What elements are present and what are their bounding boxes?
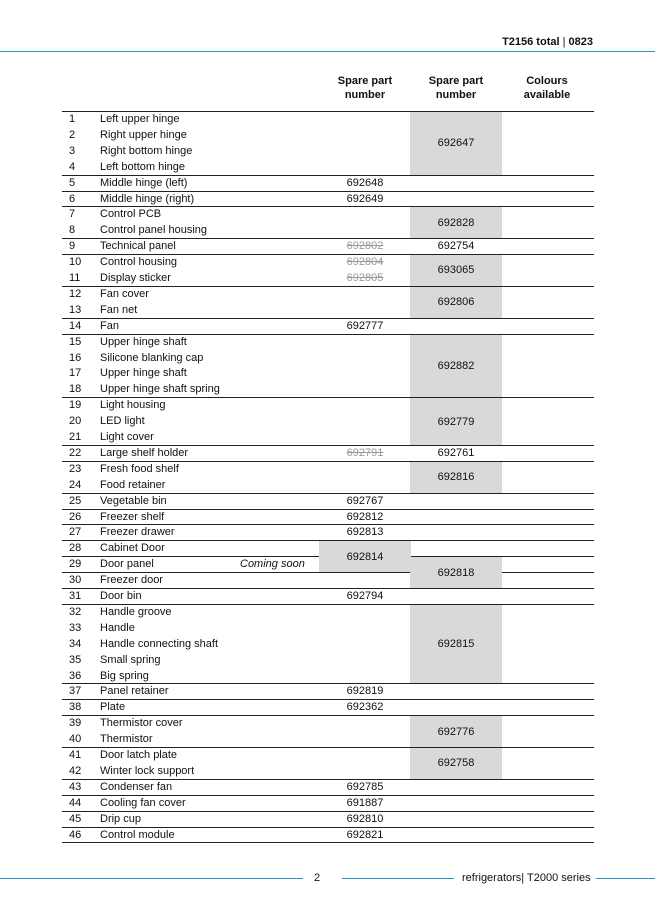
part-description: Control panel housing: [100, 224, 208, 237]
part-description: Fresh food shelf: [100, 462, 179, 475]
row-separator: [62, 461, 594, 462]
part-description: Fan cover: [100, 287, 149, 300]
row-number: 10: [69, 256, 82, 269]
row-number: 26: [69, 510, 82, 523]
part-description: Plate: [100, 701, 126, 714]
part-description: Freezer shelf: [100, 510, 165, 523]
part-description: Right upper hinge: [100, 128, 187, 141]
footer-rule-right: [596, 878, 655, 879]
row-number: 17: [69, 367, 82, 380]
spare-part-number-alt: 692776: [410, 716, 502, 747]
spare-part-number: 692810: [346, 812, 384, 825]
spare-part-number: 692813: [346, 526, 384, 539]
spare-part-number: 692821: [346, 828, 384, 841]
page-number: 2: [314, 872, 321, 884]
row-number: 45: [69, 812, 82, 825]
part-description: Handle groove: [100, 605, 172, 618]
header-spare-part-number: Spare part number: [337, 75, 393, 101]
row-number: 44: [69, 796, 82, 809]
spare-part-number-alt: 692758: [410, 748, 502, 779]
part-description: Drip cup: [100, 812, 141, 825]
row-number: 21: [69, 431, 82, 443]
spare-part-number: 692812: [346, 510, 384, 523]
spare-part-number-alt: 692647: [410, 112, 502, 175]
part-description: Cabinet Door: [100, 542, 165, 555]
part-description: Door panel: [100, 558, 154, 571]
footer-rule-left: [0, 878, 303, 879]
row-number: 16: [69, 351, 82, 364]
part-description: Control housing: [100, 256, 178, 269]
part-description: Light housing: [100, 399, 166, 412]
row-number: 39: [69, 717, 82, 730]
row-number: 14: [69, 319, 82, 332]
part-description: Winter lock support: [100, 764, 195, 777]
part-description: Middle hinge (left): [100, 176, 188, 189]
part-description: Light cover: [100, 431, 154, 443]
row-number: 2: [69, 128, 76, 141]
part-description: Left bottom hinge: [100, 160, 186, 173]
part-description: Cooling fan cover: [100, 796, 186, 809]
part-description: Control module: [100, 828, 175, 841]
row-number: 13: [69, 303, 82, 316]
row-number: 18: [69, 383, 82, 396]
row-number: 41: [69, 749, 82, 761]
row-number: 27: [69, 526, 82, 539]
spare-part-number-alt: 692818: [410, 557, 502, 588]
spare-part-number: 692814: [319, 541, 411, 572]
row-number: 24: [69, 478, 82, 491]
row-separator: [62, 572, 594, 573]
row-number: 40: [69, 733, 82, 746]
row-number: 12: [69, 287, 82, 300]
spare-part-number-alt: 692816: [410, 462, 502, 493]
part-description: Middle hinge (right): [100, 192, 195, 205]
row-number: 36: [69, 669, 82, 682]
spare-part-number: 692805: [346, 272, 384, 284]
footer-rule-middle: [342, 878, 454, 879]
spare-part-number-alt: 692779: [410, 398, 502, 445]
row-number: 9: [69, 240, 76, 253]
part-description: Handle: [100, 621, 135, 634]
row-number: 8: [69, 224, 76, 237]
row-number: 25: [69, 494, 82, 507]
row-number: 28: [69, 542, 82, 555]
row-number: 3: [69, 144, 76, 157]
part-description: Upper hinge shaft: [100, 367, 187, 380]
row-separator: [62, 715, 594, 716]
part-description: Thermistor cover: [100, 717, 183, 730]
row-number: 22: [69, 446, 82, 459]
spare-part-number: 692362: [346, 701, 384, 714]
row-separator: [62, 286, 594, 287]
part-description: Door bin: [100, 590, 142, 602]
row-number: 46: [69, 828, 82, 841]
row-separator: [62, 604, 594, 605]
row-number: 29: [69, 558, 82, 571]
spare-part-number-alt: 693065: [410, 255, 502, 286]
part-description: Display sticker: [100, 272, 171, 284]
part-description: Vegetable bin: [100, 494, 167, 507]
row-number: 38: [69, 701, 82, 714]
row-number: 35: [69, 653, 82, 666]
part-description: Silicone blanking cap: [100, 351, 204, 364]
row-number: 1: [69, 113, 76, 125]
spare-part-number: 692648: [346, 176, 384, 189]
row-number: 20: [69, 415, 82, 428]
part-description: Panel retainer: [100, 685, 169, 698]
part-description: Big spring: [100, 669, 149, 682]
spare-part-number: 691887: [346, 796, 384, 809]
row-separator: [62, 747, 594, 748]
row-number: 23: [69, 462, 82, 475]
spare-part-number-alt: 692806: [410, 287, 502, 318]
spare-part-number-alt: 692828: [410, 207, 502, 238]
row-number: 5: [69, 176, 76, 189]
spare-part-number: 692802: [346, 240, 384, 253]
spare-part-number-alt: 692761: [437, 446, 475, 459]
row-separator: [62, 334, 594, 335]
spare-part-number-alt: 692882: [410, 335, 502, 398]
row-number: 32: [69, 605, 82, 618]
part-description: Fan: [100, 319, 119, 332]
part-description: Condenser fan: [100, 780, 173, 793]
part-description: Control PCB: [100, 208, 162, 221]
part-description: Small spring: [100, 653, 161, 666]
row-separator: [62, 842, 594, 843]
part-description: Food retainer: [100, 478, 166, 491]
spare-part-number: 692791: [346, 446, 384, 459]
spare-part-number: 692767: [346, 494, 384, 507]
row-number: 11: [69, 272, 81, 284]
spare-part-number: 692819: [346, 685, 384, 698]
part-description: Fan net: [100, 303, 138, 316]
row-number: 37: [69, 685, 82, 698]
row-number: 33: [69, 621, 82, 634]
row-number: 4: [69, 160, 76, 173]
spare-part-number-alt: 692815: [410, 605, 502, 684]
row-number: 42: [69, 764, 82, 777]
part-description: Handle connecting shaft: [100, 637, 219, 650]
spare-part-number-alt: 692754: [437, 240, 475, 253]
row-number: 15: [69, 335, 82, 348]
part-description: Large shelf holder: [100, 446, 189, 459]
row-number: 30: [69, 574, 82, 587]
part-description: Freezer door: [100, 574, 163, 587]
availability-note: Coming soon: [240, 558, 305, 571]
row-separator: [62, 206, 594, 207]
row-number: 43: [69, 780, 82, 793]
header-rule: [0, 51, 655, 52]
part-description: Technical panel: [100, 240, 176, 253]
part-description: Upper hinge shaft spring: [100, 383, 220, 396]
series-label: refrigerators| T2000 series: [462, 872, 591, 884]
spare-part-number: 692777: [346, 319, 384, 332]
part-description: Upper hinge shaft: [100, 335, 187, 348]
row-number: 6: [69, 192, 76, 205]
header-spare-part-number-2: Spare part number: [428, 75, 484, 101]
row-number: 31: [69, 590, 82, 602]
doc-reference: T2156 total | 0823: [502, 36, 593, 48]
spare-part-number: 692804: [346, 256, 384, 269]
spare-part-number: 692785: [346, 780, 384, 793]
spare-part-number: 692649: [346, 192, 384, 205]
spare-part-number: 692794: [346, 590, 384, 602]
part-description: Freezer drawer: [100, 526, 175, 539]
row-number: 19: [69, 399, 82, 412]
part-description: Right bottom hinge: [100, 144, 193, 157]
part-description: Door latch plate: [100, 749, 178, 761]
header-colours-available: Colours available: [523, 75, 571, 101]
row-separator: [62, 397, 594, 398]
part-description: LED light: [100, 415, 145, 428]
row-number: 7: [69, 208, 76, 221]
row-number: 34: [69, 637, 82, 650]
part-description: Thermistor: [100, 733, 153, 746]
part-description: Left upper hinge: [100, 113, 180, 125]
